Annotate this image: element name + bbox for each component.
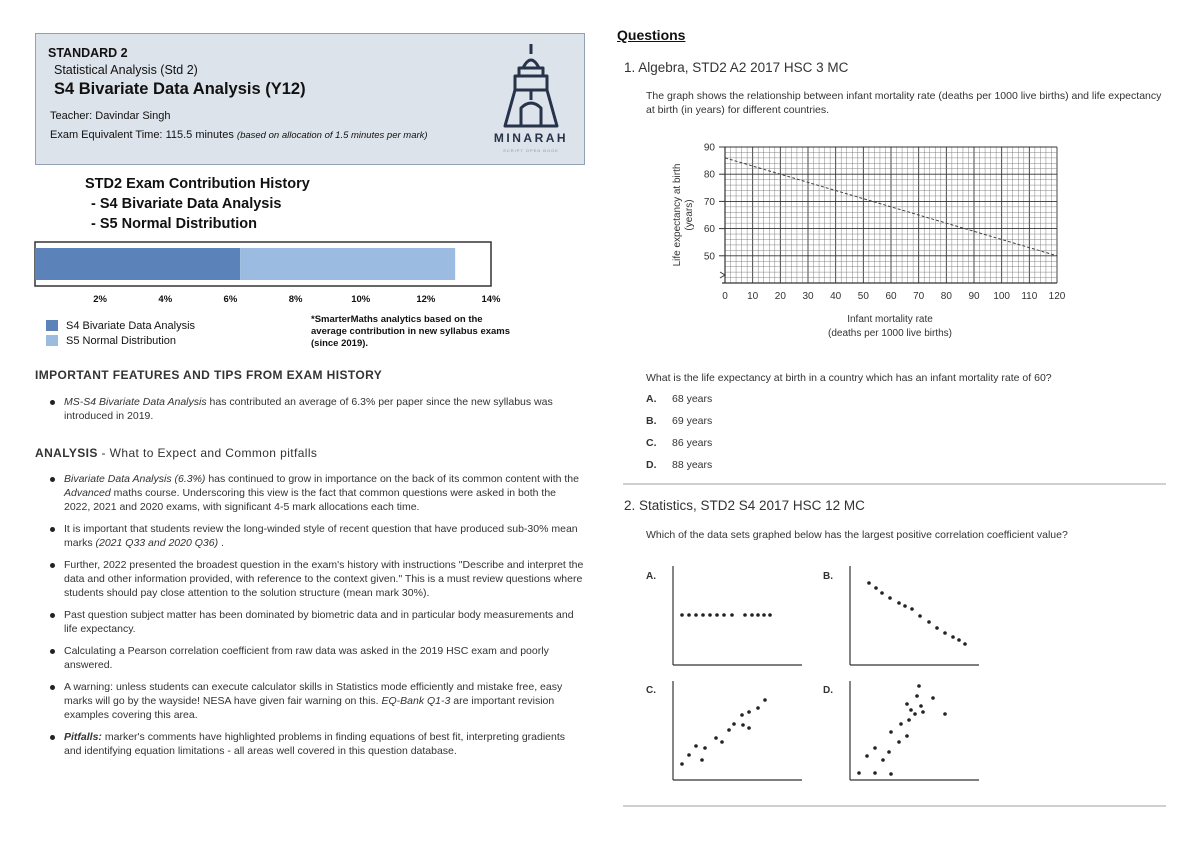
question-1-text: The graph shows the relationship between infant mortality rate (deaths per 1000 live births) and life expectancy at birth (in years) for different countries. — [646, 90, 1162, 116]
x-tick-label: 12% — [416, 294, 436, 305]
scatter-point — [703, 746, 707, 750]
legend-swatch-s5 — [46, 335, 58, 346]
chart-legend — [46, 318, 195, 348]
x-tick-label: 6% — [223, 294, 238, 305]
scatter-point — [708, 613, 712, 617]
scatter-point — [762, 613, 766, 617]
x-tick-label: 14% — [481, 294, 501, 305]
scatter-point — [943, 631, 947, 635]
scatter-point — [935, 626, 939, 630]
x-tick-label: 0 — [722, 291, 728, 302]
scatter-point — [897, 740, 901, 744]
scatter-point — [889, 772, 893, 776]
legend-item-s5 — [46, 333, 195, 348]
scatter-point — [680, 762, 684, 766]
x-tick-label: 70 — [913, 291, 925, 302]
scatter-point — [687, 753, 691, 757]
x-tick-label: 8% — [288, 294, 303, 305]
scatter-point — [927, 620, 931, 624]
history-title-line: - S5 Normal Distribution — [91, 216, 257, 232]
scatter-point — [730, 613, 734, 617]
scatter-point — [732, 722, 736, 726]
list-item: Further, 2022 presented the broadest question in the exam's history with instructions "Describe and interpret the data and other information provided, with reference to the context given." This is a must review questions where students should pay close attention to the solution structure (mean mark 30%). — [50, 558, 585, 600]
questions-title: Questions — [617, 27, 686, 43]
scatter-point — [747, 726, 751, 730]
exam-time-value: 115.5 minutes — [165, 129, 234, 141]
option-d[interactable]: D. 88 years — [646, 459, 713, 471]
y-tick-label: 70 — [703, 196, 715, 208]
option-b[interactable]: B. 69 years — [646, 415, 713, 427]
scatter-point — [740, 713, 744, 717]
x-tick-label: 2% — [93, 294, 108, 305]
y-axis-label: Life expectancy at birth — [672, 163, 683, 267]
scatter-point — [867, 581, 871, 585]
scatter-point — [880, 591, 884, 595]
scatter-point — [903, 604, 907, 608]
scatter-point — [915, 694, 919, 698]
teacher-line: Teacher: Davindar Singh — [50, 110, 171, 122]
option-a[interactable]: A. 68 years — [646, 393, 713, 405]
exam-time-note: (based on allocation of 1.5 minutes per mark) — [236, 130, 428, 141]
logo-wordmark: MINARAH — [493, 131, 569, 145]
scatter-point — [687, 613, 691, 617]
y-tick-label: 60 — [703, 224, 715, 236]
scatter-label-b[interactable]: B. — [823, 571, 833, 582]
option-c[interactable]: C. 86 years — [646, 437, 713, 449]
scatter-point — [768, 613, 772, 617]
question-2-heading: 2. Statistics, STD2 S4 2017 HSC 12 MC — [624, 498, 865, 513]
scatter-point — [763, 698, 767, 702]
scatter-label-a[interactable]: A. — [646, 571, 656, 582]
y-tick-label: 80 — [703, 169, 715, 181]
scatter-point — [701, 613, 705, 617]
axis-break-icon — [720, 272, 725, 278]
x-tick-label: 90 — [968, 291, 980, 302]
y-axis-label-unit: (years) — [684, 199, 695, 231]
exam-time-label: Exam Equivalent Time: — [50, 129, 163, 141]
legend-label-s5: S5 Normal Distribution — [66, 334, 177, 347]
life-expectancy-graph — [660, 135, 1070, 345]
analytics-note: *SmarterMaths analytics based on the average contribution in new syllabus exams (since 2019). — [311, 314, 511, 349]
scatter-point — [741, 723, 745, 727]
list-item: Past question subject matter has been dominated by biometric data and in particular body measurements and life expectancy. — [50, 608, 585, 636]
list-item: A warning: unless students can execute calculator skills in Statistics mode efficiently and mistake free, easy marks will go by the wayside! NESA have given fair warning on this. EQ-Bank Q1-3 are important revision examples covering this area. — [50, 680, 585, 722]
analysis-list — [50, 472, 585, 766]
list-item: Pitfalls: marker's comments have highlighted problems in finding equations of best fit, interpreting gradients and identifying equation limitations - all areas well covered in this question database. — [50, 730, 585, 758]
x-tick-label: 120 — [1048, 291, 1066, 302]
scatter-point — [750, 613, 754, 617]
exam-time-line — [50, 129, 428, 141]
history-title — [85, 174, 310, 234]
scatter-point — [680, 613, 684, 617]
analysis-heading — [35, 446, 317, 460]
scatter-point — [743, 613, 747, 617]
x-tick-label: 30 — [802, 291, 814, 302]
scatter-point — [918, 614, 922, 618]
x-axis-label: Infant mortality rate — [847, 314, 933, 325]
list-item: Bivariate Data Analysis (6.3%) has continued to grow in importance on the back of its common content with the Advanced maths course. Underscoring this view is the fact that common questions were asked in both the 2022, 2021 and 2020 exams, with significant 4-5 mark allocations each time. — [50, 472, 585, 514]
scatter-point — [694, 613, 698, 617]
scatter-point — [913, 712, 917, 716]
contribution-bar-chart — [33, 240, 503, 310]
history-title-line: - S4 Bivariate Data Analysis — [91, 196, 282, 212]
list-item: MS-S4 Bivariate Data Analysis has contributed an average of 6.3% per paper since the new syllabus was introduced in 2019. — [50, 395, 585, 423]
question-divider — [623, 805, 1166, 807]
scatter-point — [756, 706, 760, 710]
history-title-line: STD2 Exam Contribution History — [85, 176, 310, 192]
bar-s5 — [240, 248, 455, 280]
x-tick-label: 4% — [158, 294, 173, 305]
scatter-point — [889, 730, 893, 734]
scatter-point — [873, 746, 877, 750]
scatter-point — [873, 771, 877, 775]
x-tick-label: 40 — [830, 291, 842, 302]
scatter-point — [888, 596, 892, 600]
scatter-point — [921, 710, 925, 714]
scatter-point — [943, 712, 947, 716]
scatter-point — [720, 740, 724, 744]
question-1-heading: 1. Algebra, STD2 A2 2017 HSC 3 MC — [624, 60, 849, 75]
scatter-point — [714, 736, 718, 740]
scatter-point — [905, 702, 909, 706]
legend-label-s4: S4 Bivariate Data Analysis — [66, 319, 196, 332]
course-header-box — [35, 33, 585, 165]
standard-label: STANDARD 2 — [48, 46, 128, 60]
scatter-point — [727, 728, 731, 732]
y-tick-label: 90 — [703, 142, 715, 154]
course-name: Statistical Analysis (Std 2) — [54, 63, 198, 77]
x-tick-label: 50 — [857, 291, 869, 302]
list-item: Calculating a Pearson correlation coefficient from raw data was asked in the 2019 HSC exam and poorly answered. — [50, 644, 585, 672]
topic-title: S4 Bivariate Data Analysis (Y12) — [54, 80, 306, 98]
scatter-point — [951, 635, 955, 639]
features-heading: IMPORTANT FEATURES AND TIPS FROM EXAM HISTORY — [35, 368, 383, 382]
scatter-plot-d — [849, 680, 989, 790]
scatter-plot-a — [672, 565, 812, 675]
scatter-point — [919, 704, 923, 708]
x-tick-label: 110 — [1021, 291, 1038, 302]
analysis-heading-rest: - What to Expect and Common pitfalls — [97, 446, 318, 460]
bar-s4 — [35, 248, 240, 280]
scatter-point — [700, 758, 704, 762]
x-axis-label-unit: (deaths per 1000 live births) — [828, 328, 952, 339]
scatter-point — [897, 601, 901, 605]
scatter-point — [756, 613, 760, 617]
scatter-point — [899, 722, 903, 726]
scatter-plot-b — [849, 565, 989, 675]
scatter-point — [917, 684, 921, 688]
scatter-label-c[interactable]: C. — [646, 685, 656, 696]
question-divider — [623, 483, 1166, 485]
scatter-point — [881, 758, 885, 762]
scatter-point — [909, 708, 913, 712]
scatter-point — [910, 607, 914, 611]
scatter-point — [715, 613, 719, 617]
scatter-label-d[interactable]: D. — [823, 685, 833, 696]
x-tick-label: 10% — [351, 294, 371, 305]
x-tick-label: 10 — [747, 291, 759, 302]
question-1-prompt: What is the life expectancy at birth in a country which has an infant mortality rate of 60? — [646, 372, 1052, 384]
y-tick-label: 50 — [703, 251, 715, 263]
scatter-point — [857, 771, 861, 775]
scatter-point — [887, 750, 891, 754]
x-tick-label: 100 — [993, 291, 1011, 302]
question-2-text: Which of the data sets graphed below has the largest positive correlation coefficient value? — [646, 529, 1068, 541]
scatter-point — [931, 696, 935, 700]
legend-item-s4 — [46, 318, 195, 333]
x-tick-label: 80 — [940, 291, 952, 302]
scatter-point — [963, 642, 967, 646]
logo-subtext: SCRIPT OPEN BOOK — [503, 148, 559, 153]
scatter-point — [957, 638, 961, 642]
features-list — [50, 395, 585, 431]
scatter-point — [747, 710, 751, 714]
scatter-point — [722, 613, 726, 617]
scatter-point — [907, 718, 911, 722]
analysis-heading-bold: ANALYSIS — [35, 446, 98, 460]
scatter-plot-c — [672, 680, 812, 790]
scatter-point — [905, 734, 909, 738]
scatter-point — [694, 744, 698, 748]
legend-swatch-s4 — [46, 320, 58, 331]
scatter-point — [865, 754, 869, 758]
x-tick-label: 20 — [774, 291, 786, 302]
x-tick-label: 60 — [885, 291, 897, 302]
scatter-point — [874, 586, 878, 590]
list-item: It is important that students review the long-winded style of recent question that have produced sub-30% mean marks (2021 Q33 and 2020 Q36) . — [50, 522, 585, 550]
